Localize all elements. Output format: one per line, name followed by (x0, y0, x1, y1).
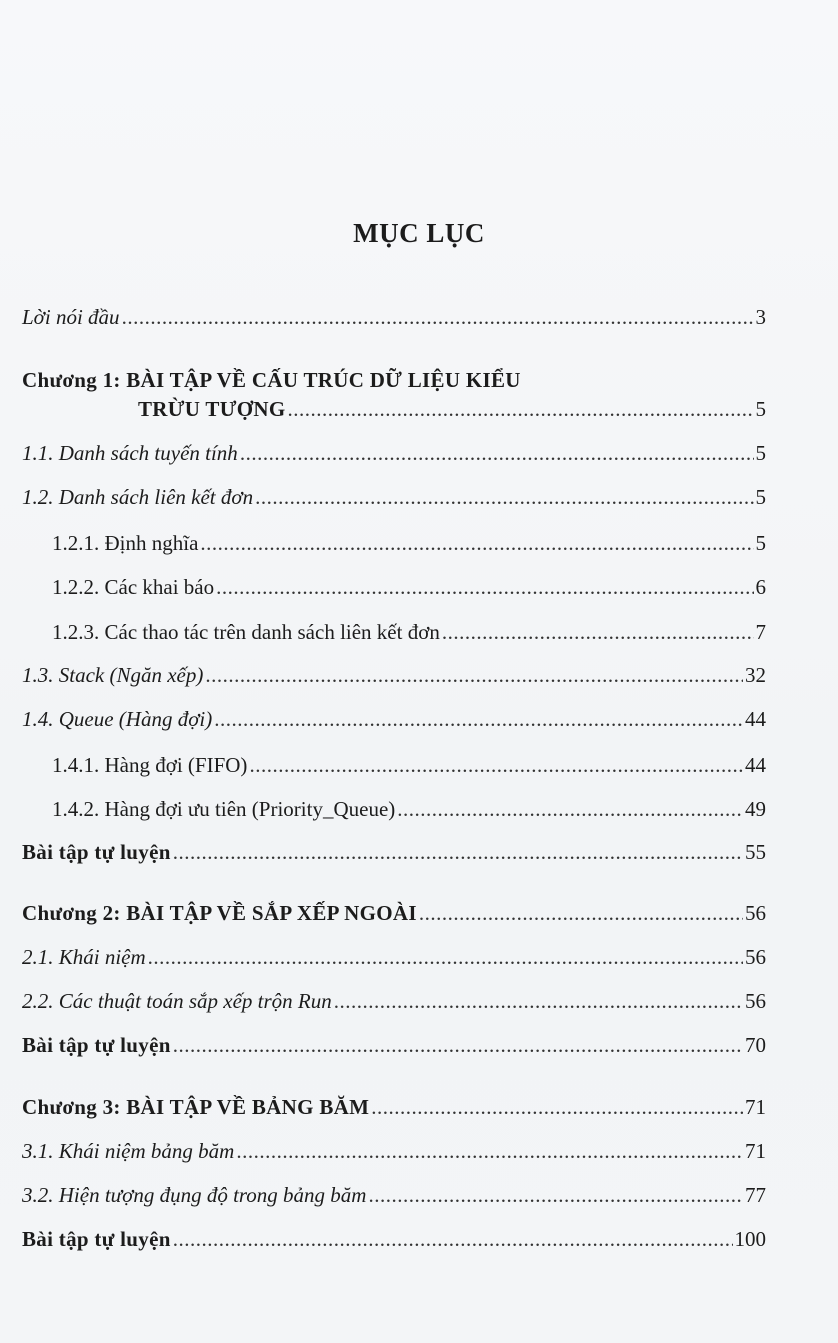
toc-entry-page: 49 (745, 797, 766, 821)
page-title: MỤC LỤC (353, 218, 485, 248)
toc-entry-3-2 (22, 1183, 766, 1213)
toc-entry-text: 2.1. Khái niệm (22, 945, 146, 969)
toc-entry-text: 3.1. Khái niệm bảng băm (22, 1139, 235, 1163)
dot-leader (368, 1183, 743, 1208)
toc-entry-text: Chương 2: BÀI TẬP VỀ SẮP XẾP NGOÀI (22, 901, 417, 925)
toc-entry-text: 1.2.3. Các thao tác trên danh sách liên kết đơn (52, 620, 440, 644)
dot-leader (371, 1095, 743, 1120)
toc-entry-page: 5 (755, 531, 766, 555)
dot-leader (334, 989, 743, 1014)
toc-entry-text: Bài tập tự luyện (22, 840, 171, 864)
toc-entry-2-1 (22, 945, 766, 975)
toc-chapter-2 (22, 901, 766, 931)
toc-entry-page: 70 (745, 1033, 766, 1057)
toc-entry-text: 1.3. Stack (Ngăn xếp) (22, 663, 204, 687)
toc-entry-page: 56 (745, 901, 766, 925)
dot-leader (200, 531, 753, 556)
toc-entry-text: 1.2. Danh sách liên kết đơn (22, 485, 254, 509)
toc-entry-page: 56 (745, 945, 766, 969)
dot-leader (216, 575, 753, 600)
dot-leader (205, 663, 743, 688)
toc-entry-text: Bài tập tự luyện (22, 1033, 171, 1057)
toc-entry-page: 32 (745, 663, 766, 687)
toc-entry-preface (22, 305, 766, 335)
toc-entry-1-2 (22, 485, 766, 515)
toc-entry-text: 3.2. Hiện tượng đụng độ trong bảng băm (22, 1183, 367, 1207)
dot-leader (122, 305, 754, 330)
toc-entry-text: 2.2. Các thuật toán sắp xếp trộn Run (22, 989, 332, 1013)
toc-entry-2-2 (22, 989, 766, 1019)
dot-leader (442, 620, 754, 645)
toc-entry-page: 5 (755, 397, 766, 421)
toc-chapter-1-title-line-2 (138, 397, 766, 427)
toc-entry-1-1 (22, 441, 766, 471)
toc-entry-1-3 (22, 663, 766, 693)
dot-leader (287, 397, 753, 422)
toc-entry-1-4 (22, 707, 766, 737)
toc-entry-text: 1.2.2. Các khai báo (52, 575, 215, 599)
dot-leader (173, 1227, 733, 1252)
dot-leader (148, 945, 743, 970)
toc-entry-page: 5 (755, 441, 766, 465)
toc-chapter-1-title-line-1: Chương 1: BÀI TẬP VỀ CẤU TRÚC DỮ LIỆU KIỂU (22, 368, 521, 392)
toc-entry-page: 77 (745, 1183, 766, 1207)
toc-entry-page: 100 (734, 1227, 766, 1251)
toc-entry-exercises-1 (22, 840, 766, 870)
toc-entry-exercises-3 (22, 1227, 766, 1257)
toc-entry-page: 55 (745, 840, 766, 864)
toc-entry-page: 71 (745, 1095, 766, 1119)
toc-entry-exercises-2 (22, 1033, 766, 1063)
toc-entry-text: Chương 3: BÀI TẬP VỀ BẢNG BĂM (22, 1095, 370, 1119)
toc-entry-1-4-2 (52, 797, 766, 827)
toc-entry-text: 1.4.2. Hàng đợi ưu tiên (Priority_Queue) (52, 797, 396, 821)
toc-entry-1-2-1 (52, 531, 766, 561)
toc-entry-1-2-2 (52, 575, 766, 605)
toc-entry-page: 71 (745, 1139, 766, 1163)
toc-entry-page: 44 (745, 753, 766, 777)
dot-leader (240, 441, 754, 466)
toc-entry-text: 1.4.1. Hàng đợi (FIFO) (52, 753, 248, 777)
dot-leader (173, 1033, 743, 1058)
toc-entry-1-4-1 (52, 753, 766, 783)
dot-leader (255, 485, 753, 510)
toc-entry-page: 5 (755, 485, 766, 509)
toc-entry-text: 1.4. Queue (Hàng đợi) (22, 707, 213, 731)
toc-entry-3-1 (22, 1139, 766, 1169)
dot-leader (397, 797, 743, 822)
toc-entry-text: 1.1. Danh sách tuyến tính (22, 441, 238, 465)
toc-entry-page: 7 (755, 620, 766, 644)
toc-entry-page: 44 (745, 707, 766, 731)
dot-leader (214, 707, 743, 732)
dot-leader (173, 840, 743, 865)
toc-entry-page: 56 (745, 989, 766, 1013)
dot-leader (249, 753, 743, 778)
toc-entry-text: TRỪU TƯỢNG (138, 397, 286, 421)
toc-chapter-3 (22, 1095, 766, 1125)
dot-leader (419, 901, 743, 926)
toc-entry-text: 1.2.1. Định nghĩa (52, 531, 199, 555)
dot-leader (236, 1139, 743, 1164)
toc-entry-1-2-3 (52, 620, 766, 650)
toc-entry-page: 3 (755, 305, 766, 329)
toc-entry-page: 6 (755, 575, 766, 599)
toc-entry-text: Bài tập tự luyện (22, 1227, 171, 1251)
toc-entry-text: Lời nói đầu (22, 305, 120, 329)
